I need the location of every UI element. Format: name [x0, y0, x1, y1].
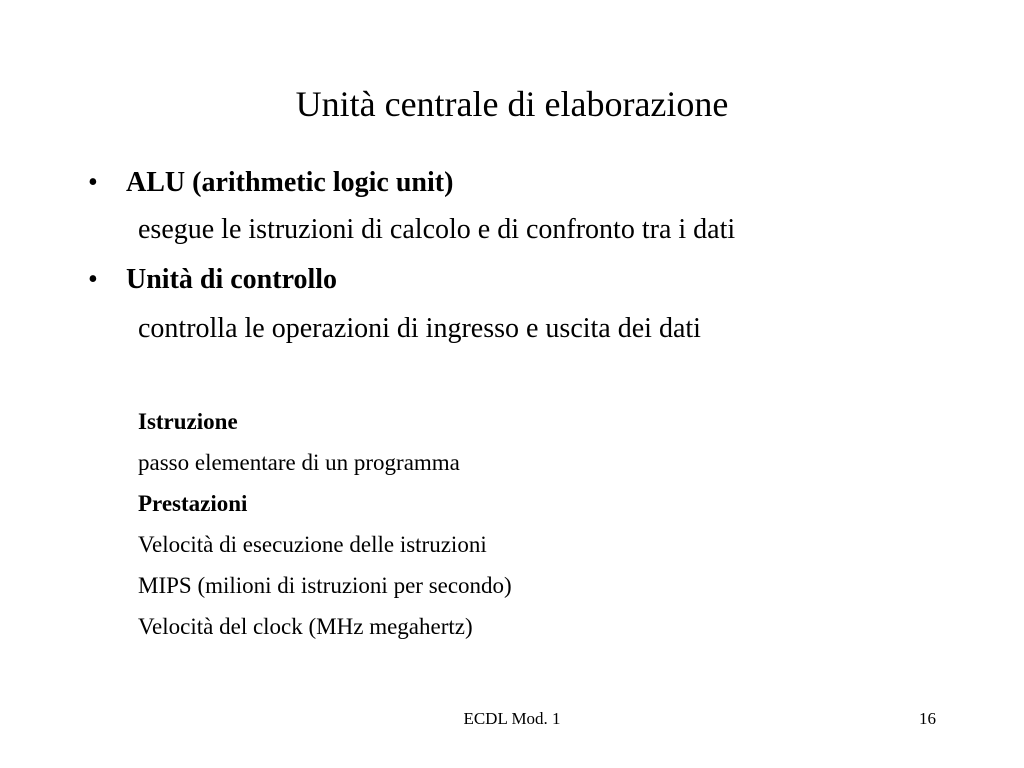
page-number: 16: [919, 709, 936, 728]
note-line: Velocità del clock (MHz megahertz): [138, 614, 473, 639]
bullet-icon: •: [88, 167, 98, 198]
bullet-icon: •: [88, 264, 98, 295]
bullet-control-unit: [88, 263, 337, 297]
note-line: Velocità di esecuzione delle istruzioni: [138, 532, 487, 557]
footer-label: ECDL Mod. 1: [463, 709, 561, 728]
bullet-description: esegue le istruzioni di calcolo e di confronto tra i dati: [138, 214, 736, 245]
bullet-heading: Unità di controllo: [126, 264, 338, 295]
note-heading-prestazioni: Prestazioni: [138, 491, 248, 516]
note-line: passo elementare di un programma: [138, 450, 460, 475]
note-line: MIPS (milioni di istruzioni per secondo): [138, 573, 512, 598]
bullet-alu: [88, 166, 453, 200]
note-heading-istruzione: Istruzione: [138, 409, 238, 434]
bullet-heading: ALU (arithmetic logic unit): [126, 167, 454, 198]
bullet-description: controlla le operazioni di ingresso e uscita dei dati: [138, 313, 701, 344]
slide-title: Unità centrale di elaborazione: [295, 84, 729, 124]
